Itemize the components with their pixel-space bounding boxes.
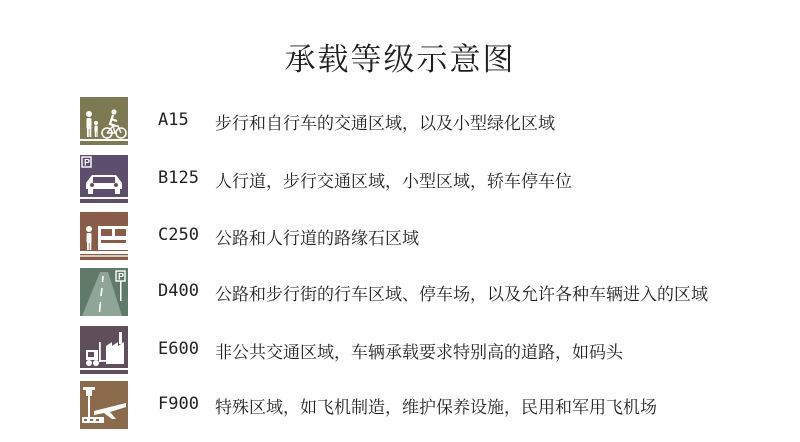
- svg-text:P: P: [84, 157, 91, 168]
- load-class-code: A15: [158, 110, 189, 130]
- load-class-row-f900: [80, 381, 780, 429]
- load-class-description: 公路和人行道的路缘石区域: [215, 229, 419, 249]
- load-class-row-c250: [80, 212, 780, 260]
- road-parking-icon: [80, 268, 128, 316]
- load-class-row-a15: [80, 97, 780, 145]
- load-class-description: 非公共交通区域，车辆承载要求特别高的道路，如码头: [215, 343, 623, 363]
- load-class-description: 步行和自行车的交通区域，以及小型绿化区域: [215, 114, 555, 134]
- load-class-row-b125: [80, 155, 780, 203]
- load-class-code: C250: [158, 225, 199, 245]
- load-class-row-e600: [80, 326, 780, 374]
- load-class-code: D400: [158, 281, 199, 301]
- load-class-description: 公路和步行街的行车区域、停车场，以及允许各种车辆进入的区域: [215, 285, 708, 305]
- load-class-code: B125: [158, 168, 199, 188]
- load-class-description: 特殊区域，如飞机制造，维护保养设施，民用和军用飞机场: [215, 398, 657, 418]
- load-class-code: E600: [158, 339, 199, 359]
- parking-car-icon: [80, 155, 128, 203]
- svg-text:P: P: [118, 271, 125, 282]
- forklift-factory-icon: [80, 326, 128, 374]
- pedestrian-bicycle-icon: [80, 97, 128, 145]
- airport-aircraft-icon: [80, 381, 128, 429]
- load-class-code: F900: [158, 394, 199, 414]
- load-class-description: 人行道，步行交通区域，小型区域，轿车停车位: [215, 172, 572, 192]
- curb-pedestrian-icon: [80, 212, 128, 260]
- load-class-row-d400: [80, 268, 780, 316]
- page-title: 承载等级示意图: [284, 42, 516, 78]
